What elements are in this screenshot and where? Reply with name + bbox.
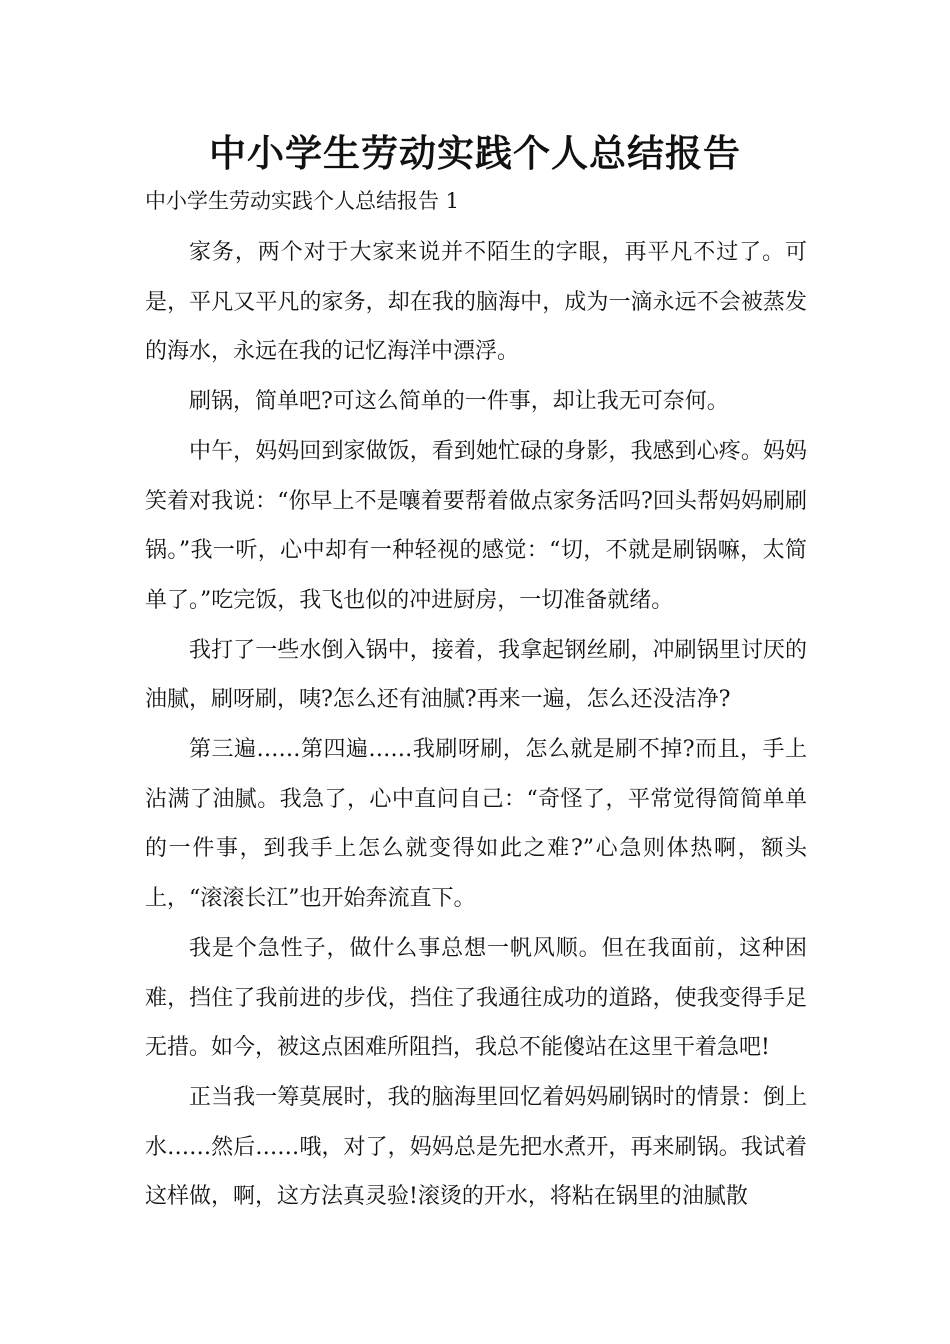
paragraph: 我打了一些水倒入锅中，接着，我拿起钢丝刷，冲刷锅里讨厌的油腻，刷呀刷，咦?怎么还有油腻?再来一遍，怎么还没洁净? [145, 637, 807, 713]
paragraph: 中午，妈妈回到家做饭，看到她忙碌的身影，我感到心疼。妈妈笑着对我说：“你早上不是嚷着要帮着做点家务活吗?回头帮妈妈刷刷锅。”我一听，心中却有一种轻视的感觉：“切，不就是刷锅嘛，太简单了。”吃完饭，我飞也似的冲进厨房，一切准备就绪。 [145, 438, 807, 613]
paragraph: 正当我一筹莫展时，我的脑海里回忆着妈妈刷锅时的情景：倒上水……然后……哦，对了，妈妈总是先把水煮开，再来刷锅。我试着这样做，啊，这方法真灵验!滚烫的开水，将粘在锅里的油腻散 [145, 1084, 807, 1210]
paragraph: 刷锅，简单吧?可这么简单的一件事，却让我无可奈何。 [189, 389, 729, 415]
document-title: 中小学生劳动实践个人总结报告 [209, 131, 741, 175]
paragraph: 家务，两个对于大家来说并不陌生的字眼，再平凡不过了。可是，平凡又平凡的家务，却在我的脑海中，成为一滴永远不会被蒸发的海水，永远在我的记忆海洋中漂浮。 [145, 240, 807, 365]
paragraph: 第三遍……第四遍……我刷呀刷，怎么就是刷不掉?而且，手上沾满了油腻。我急了，心中直问自己：“奇怪了，平常觉得简简单单的一件事，到我手上怎么就变得如此之难?”心急则体热啊，额头上，“滚滚长江”也开始奔流直下。 [145, 737, 807, 912]
document-subtitle: 中小学生劳动实践个人总结报告 1 [145, 189, 460, 213]
document-body [145, 228, 807, 1222]
paragraph: 我是个急性子，做什么事总想一帆风顺。但在我面前，这种困难，挡住了我前进的步伐，挡住了我通往成功的道路，使我变得手足无措。如今，被这点困难所阻挡，我总不能傻站在这里干着急吧! [145, 935, 807, 1061]
